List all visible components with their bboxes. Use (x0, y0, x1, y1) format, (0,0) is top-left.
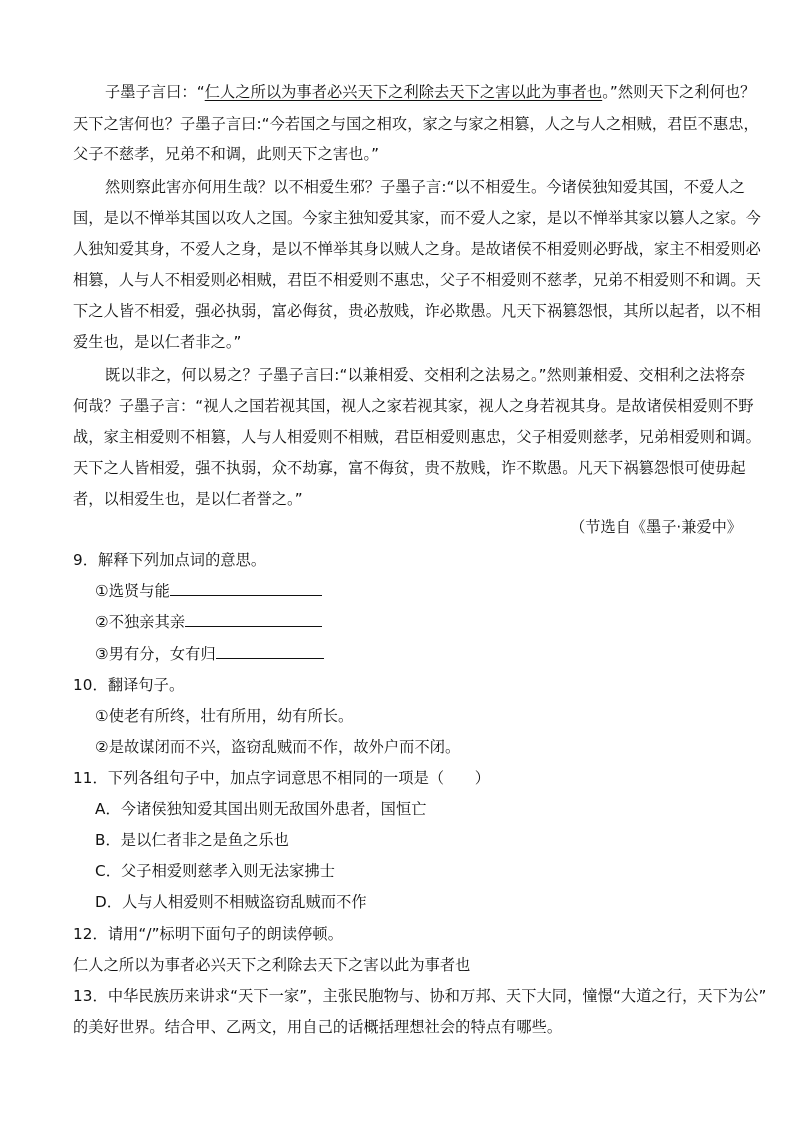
answer-blank[interactable] (216, 644, 324, 659)
passage-p3-line: 天下之人皆相爱，强不执弱，众不劫寡，富不侮贫，贵不敖贱，诈不欺愚。凡天下祸篡怨恨可使毋起 (73, 459, 746, 477)
item-text: ③男有分，女有归 (95, 645, 216, 663)
question-10-item: ①使老有所终，壮有所用，幼有所长。 (95, 707, 354, 725)
passage-text: 。”然则天下之利何也？ (602, 83, 756, 101)
answer-blank[interactable] (185, 612, 322, 627)
passage-p3-line: 何哉？子墨子言：“视人之国若视其国，视人之家若视其家，视人之身若视其身。是故诸侯相爱则不野 (73, 397, 754, 415)
question-11-option-a: A．今诸侯独知爱其国出则无敌国外患者，国恒亡 (95, 800, 427, 818)
passage-p2-line: 人独知爱其身，不爱人之身，是以不惮举其身以贼人之身。是故诸侯不相爱则必野战，家主不相爱则必 (73, 240, 761, 258)
passage-p2-line: 下之人皆不相爱，强必执弱，富必侮贫，贵必敖贱，诈必欺愚。凡天下祸篡怨恨，其所以起者，以不相 (73, 302, 761, 320)
passage-p1-line1 (105, 82, 755, 102)
question-11-option-d: D．人与人相爱则不相贼盗窃乱贼而不作 (95, 893, 367, 911)
passage-p2-line: 然则察此害亦何用生哉？以不相爱生邪？子墨子言:“以不相爱生。今诸侯独知爱其国，不爱人之 (105, 178, 745, 196)
passage-p1-line2: 天下之害何也？子墨子言曰:“今若国之与国之相攻，家之与家之相篡，人之与人之相贼，君臣不惠忠， (73, 115, 759, 133)
question-11-option-b: B．是以仁者非之是鱼之乐也 (95, 831, 289, 849)
question-12-sentence: 仁人之所以为事者必兴天下之利除去天下之害以此为事者也 (73, 956, 471, 974)
passage-p1-line3: 父子不慈孝，兄弟不和调，此则天下之害也。” (73, 145, 380, 163)
question-11-stem: 11．下列各组句子中，加点字词意思不相同的一项是（ ） (73, 769, 491, 787)
passage-p3-line: 战，家主相爱则不相篡，人与人相爱则不相贼，君臣相爱则惠忠，父子相爱则慈孝，兄弟相爱则和调。 (73, 428, 761, 446)
question-9-item (95, 612, 322, 632)
question-13-line2: 的美好世界。结合甲、乙两文，用自己的话概括理想社会的特点有哪些。 (73, 1018, 563, 1036)
underlined-quote: 仁人之所以为事者必兴天下之利除去天下之害以此为事者也 (204, 83, 603, 101)
passage-p3-line: 者，以相爱生也，是以仁者誉之。” (73, 490, 303, 508)
question-13-line1: 13．中华民族历来讲求“天下一家”，主张民胞物与、协和万邦、天下大同，憧憬“大道之行，天下为公” (73, 987, 767, 1005)
passage-text: 子墨子言曰：“ (105, 83, 205, 101)
passage-p2-line: 国，是以不惮举其国以攻人之国。今家主独知爱其家，而不爱人之家，是以不惮举其家以篡人之家。今 (73, 209, 761, 227)
question-9-stem: 9．解释下列加点词的意思。 (73, 551, 267, 569)
question-9-item (95, 644, 324, 664)
passage-p3-line: 既以非之，何以易之？子墨子言曰:“以兼相爱、交相利之法易之。”然则兼相爱、交相利之法将奈 (105, 366, 746, 384)
passage-p2-line: 相篡，人与人不相爱则必相贼，君臣不相爱则不惠忠，父子不相爱则不慈孝，兄弟不相爱则不和调。天 (73, 271, 761, 289)
passage-p2-line: 爱生也，是以仁者非之。” (73, 333, 242, 351)
question-9-item (95, 581, 322, 601)
item-text: ②不独亲其亲 (95, 613, 186, 631)
answer-blank[interactable] (170, 581, 322, 596)
item-text: ①选贤与能 (95, 582, 170, 600)
question-10-stem: 10．翻译句子。 (73, 676, 185, 694)
question-12-stem: 12．请用“/”标明下面句子的朗读停顿。 (73, 925, 343, 943)
passage-source: （节选自《墨子·兼爱中》 (570, 518, 742, 536)
question-10-item: ②是故谋闭而不兴，盗窃乱贼而不作，故外户而不闭。 (95, 738, 461, 756)
question-11-option-c: C．父子相爱则慈孝入则无法家拂士 (95, 862, 336, 880)
